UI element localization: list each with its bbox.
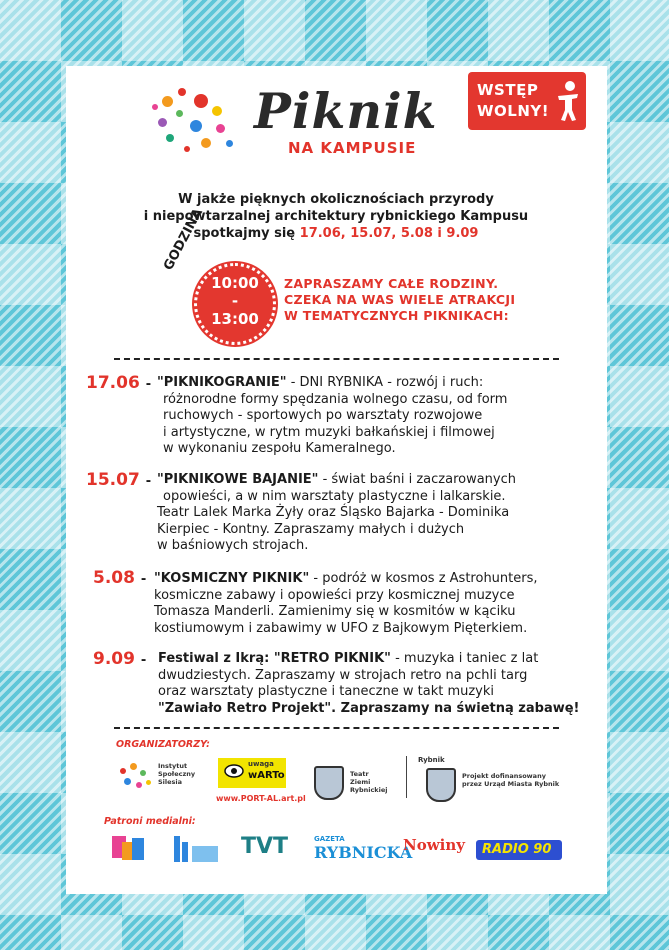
uwaga-text: uwaga xyxy=(248,760,274,768)
isp-line1: Instytut xyxy=(158,762,188,770)
hours-end: 13:00 xyxy=(211,310,259,328)
divider-bottom xyxy=(114,727,559,729)
badge-line2: WOLNY! xyxy=(477,102,550,120)
teatr-line1: Teatr xyxy=(350,770,369,778)
intro-line2: i niepowtarzalnej architektury rybnickiego Kampusu xyxy=(143,209,529,224)
teatr-line2: Ziemi xyxy=(350,778,371,786)
intro-text xyxy=(106,191,566,242)
free-entry-badge xyxy=(468,72,586,130)
event-title: "PIKNIKOGRANIE" xyxy=(157,375,287,390)
tvt-logo: TVT xyxy=(241,834,289,859)
portal-url: www.PORT-AL.art.pl xyxy=(216,794,306,803)
logo-separator xyxy=(406,756,407,798)
crest-icon xyxy=(426,768,456,802)
person-icon xyxy=(554,80,582,122)
poster-panel: Piknik NA KAMPUSIE WSTĘP WOLNY! W jakże pięknych okolicznościach przyrody i niepowtarzalnej architektury rybnickiego Kampusu spotkajmy się 17.06, 15.07, 5.08 i 9.09 GODZINA 10:00 - 13:00 ZAPRASZAMY CAŁE RODZINY. CZEKA NA WAS WIELE ATRAKCJI W TEMATYCZNYCH PIKNIKACH: 17.06 - "PIKNIKOGRANIE" - DNI RYBNIKA - rozwój i ruch: różnorodne formy spędzania wolnego czasu, od form ruchowych - sportowych po warsztaty rozwojowe i artystyczne, w rytm muzyki bałkańskiej i filmowej w wykonaniu zespołu Kameralnego. 15.07 - "PIKNIKOWE BAJANIE" - świat baśni i zaczarowanych opowieści, a w nim warsztaty plastyczne i lalkarskie. Teatr Lalek Marka Żyły oraz Śląsko Bajarka - Dominika Kierpiec - Kontny. Zapraszamy małych i dużych w baśniowych strojach. 5.08 - "KOSMICZNY PIKNIK" - podróż w kosmos z Astrohunters, kosmiczne zabawy i opowieści przy kosmicznej muzyce Tomasza Manderli. Zamienimy się w kosmitów w kąciku kostiumowym i zabawimy w UFO z Bajkowym Pięterkiem. 9.09 - Festiwal z Ikrą: "RETRO PIKNIK" - muzyka i taniec z lat dwudziestych. Zapraszamy w strojach retro na pchli targ oraz warsztaty plastyczne i taneczne w takt muzyki "Zawiało Retro Projekt". Zapraszamy na świetną zabawę! ORGANIZATORZY: Instytut Społeczny Silesia uwaga wARTo www.PORT-AL.art.pl Teatr Ziemi Rybnickiej Rybnik Projekt dofinansowany przez Urząd Miasta Rybnik Patroni medialni: TVT GAZETA RYBNICKA Nowiny RADIO 90 xyxy=(66,66,607,894)
rybnik-label: Rybnik xyxy=(418,756,445,764)
event-title: "PIKNIKOWE BAJANIE" xyxy=(157,472,319,487)
invite-line1: ZAPRASZAMY CAŁE RODZINY. xyxy=(284,276,499,291)
organizers-label: ORGANIZATORZY: xyxy=(116,739,210,750)
hours-separator: - xyxy=(231,292,239,310)
patrons-label: Patroni medialni: xyxy=(104,816,196,827)
event-date: 5.08 - xyxy=(93,568,147,588)
event-title: "KOSMICZNY PIKNIK" xyxy=(154,571,310,586)
funding-line2: przez Urząd Miasta Rybnik xyxy=(462,780,560,788)
invite-line3: W TEMATYCZNYCH PIKNIKACH: xyxy=(284,308,509,323)
hours-start: 10:00 xyxy=(211,274,259,292)
crest-icon xyxy=(314,766,344,800)
event-title: Festiwal z Ikrą: "RETRO PIKNIK" xyxy=(158,651,391,666)
isp-line2: Społeczny xyxy=(158,770,196,778)
warto-text: wARTo xyxy=(248,770,285,781)
event-description: "PIKNIKOGRANIE" - DNI RYBNIKA - rozwój i ruch: różnorodne formy spędzania wolnego czasu, od form ruchowych - sportowych po warsztaty rozwojowe i artystyczne, w rytm muzyki bałkańskiej i filmowej w wykonaniu zespołu Kameralnego. xyxy=(157,375,508,456)
event-description: "KOSMICZNY PIKNIK" - podróż w kosmos z Astrohunters, kosmiczne zabawy i opowieści przy kosmicznej muzyce Tomasza Manderli. Zamienimy się w kosmitów w kąciku kostiumowym i zabawimy w UFO z Bajkowym Pięterkiem. xyxy=(154,571,538,636)
badge-line1: WSTĘP xyxy=(477,81,539,99)
hours-circle xyxy=(194,263,276,345)
hours-label: GODZINA xyxy=(161,206,207,274)
event-date: 17.06 - xyxy=(86,373,152,393)
teatr-line3: Rybnickiej xyxy=(350,786,388,794)
invite-text xyxy=(284,276,584,324)
event-date: 9.09 - xyxy=(93,649,147,669)
event-date: 15.07 - xyxy=(86,470,152,490)
radio90-logo: RADIO 90 xyxy=(476,840,562,860)
intro-dates: 17.06, 15.07, 5.08 i 9.09 xyxy=(299,226,479,241)
eye-icon xyxy=(224,764,244,778)
intro-line3-prefix: spotkajmy się xyxy=(193,226,296,241)
invite-line2: CZEKA NA WAS WIELE ATRAKCJI xyxy=(284,292,516,307)
event-description: "PIKNIKOWE BAJANIE" - świat baśni i zaczarowanych opowieści, a w nim warsztaty plastyczne i lalkarskie. Teatr Lalek Marka Żyły oraz Śląsko Bajarka - Dominika Kierpiec - Kontny. Zapraszamy małych i dużych w baśniowych strojach. xyxy=(157,472,516,553)
isp-line3: Silesia xyxy=(158,778,183,786)
patron-logo-2 xyxy=(170,832,222,864)
funding-line1: Projekt dofinansowany xyxy=(462,772,546,780)
nowiny-logo: Nowiny xyxy=(403,836,465,854)
event-description: Festiwal z Ikrą: "RETRO PIKNIK" - muzyka i taniec z lat dwudziestych. Zapraszamy w strojach retro na pchli targ oraz warsztaty plastyczne i taneczne w takt muzyki "Zawiało Retro Projekt". Zapraszamy na świetną zabawę! xyxy=(158,651,580,716)
logo-title: Piknik xyxy=(254,82,438,140)
logo-subtitle: NA KAMPUSIE xyxy=(288,139,417,157)
intro-line1: W jakże pięknych okolicznościach przyrody xyxy=(178,192,494,207)
patron-logo-1 xyxy=(110,834,148,864)
divider-top xyxy=(114,358,559,360)
